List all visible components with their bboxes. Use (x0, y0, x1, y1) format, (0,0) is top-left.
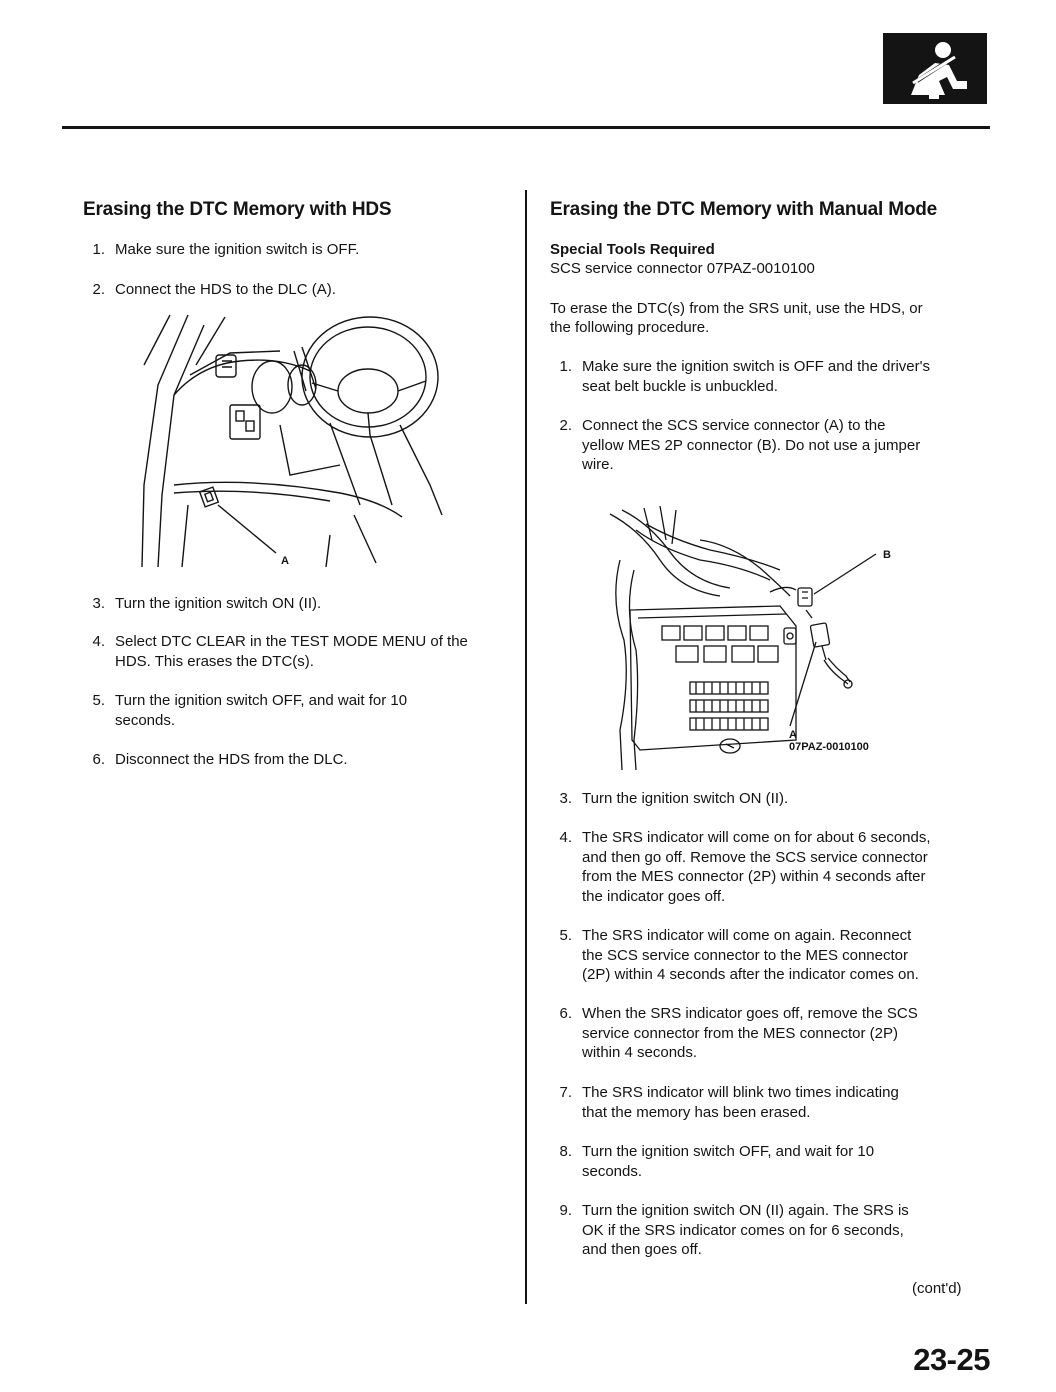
step-text: Turn the ignition switch ON (II). (115, 595, 322, 612)
step-text: the indicator goes off. (582, 887, 726, 905)
step-text: HDS. This erases the DTC(s). (115, 652, 314, 670)
step-text: that the memory has been erased. (582, 1103, 811, 1121)
step-text: within 4 seconds. (582, 1044, 698, 1061)
step-text: seconds. (582, 1162, 643, 1180)
step-number: 2. (559, 417, 572, 434)
special-tools-heading: Special Tools Required (550, 241, 715, 258)
step-text: Select DTC CLEAR in the TEST MODE MENU of the (115, 633, 468, 650)
step-text: the SCS service connector to the MES connector (582, 946, 908, 964)
intro-line-2: the following procedure. (550, 319, 710, 336)
step-text: When the SRS indicator goes off, remove the SCS (582, 1005, 918, 1022)
step-text: OK if the SRS indicator comes on for 6 seconds, (582, 1221, 904, 1239)
step-text: wire. (582, 456, 614, 473)
step-number: 2. (92, 281, 105, 298)
step-text: Turn the ignition switch ON (II) again. The SRS is (582, 1202, 909, 1219)
step-text: seat belt buckle is unbuckled. (582, 377, 778, 395)
step-number: 4. (559, 829, 572, 846)
step-text: The SRS indicator will come on for about 6 seconds, (582, 829, 931, 846)
step-text: Turn the ignition switch OFF, and wait for 10 (115, 692, 408, 709)
step-text: The SRS indicator will blink two times indicating (582, 1084, 899, 1101)
dashboard-dlc-figure (130, 305, 460, 575)
step-number: 5. (559, 927, 572, 944)
step-text: service connector from the MES connector (2P) (582, 1024, 898, 1042)
step-number: 5. (92, 692, 105, 709)
figure-part-number: 07PAZ-0010100 (789, 741, 869, 753)
intro-line-1: To erase the DTC(s) from the SRS unit, use the HDS, or (550, 300, 923, 317)
column-divider (525, 190, 527, 1304)
figure-label-a: A (789, 729, 797, 741)
step-number: 8. (559, 1143, 572, 1160)
step-number: 9. (559, 1202, 572, 1219)
step-text: Make sure the ignition switch is OFF. (115, 241, 360, 258)
step-number: 6. (92, 751, 105, 768)
seatbelt-icon (883, 33, 987, 104)
step-text: Turn the ignition switch OFF, and wait for 10 (582, 1143, 875, 1160)
figure-label-a: A (281, 555, 289, 567)
step-number: 6. (559, 1005, 572, 1022)
step-number: 3. (559, 790, 572, 807)
continued-note: (cont'd) (912, 1280, 962, 1297)
step-number: 3. (92, 595, 105, 612)
figure-label-b: B (883, 549, 891, 561)
step-text: Disconnect the HDS from the DLC. (115, 751, 348, 768)
step-text: Connect the SCS service connector (A) to the (582, 417, 886, 434)
step-text: Turn the ignition switch ON (II). (582, 790, 789, 807)
step-number: 4. (92, 633, 105, 650)
step-text: and then goes off. (582, 1241, 702, 1258)
step-text: (2P) within 4 seconds after the indicator comes on. (582, 966, 919, 983)
left-section-title: Erasing the DTC Memory with HDS (83, 199, 392, 220)
page-number: 23-25 (913, 1342, 990, 1377)
right-section-title: Erasing the DTC Memory with Manual Mode (550, 199, 938, 220)
step-number: 7. (559, 1084, 572, 1101)
step-text: The SRS indicator will come on again. Reconnect (582, 927, 912, 944)
special-tools-item: SCS service connector 07PAZ-0010100 (550, 260, 815, 277)
header-rule (62, 126, 990, 129)
step-text: seconds. (115, 711, 176, 729)
step-text: and then go off. Remove the SCS service connector (582, 848, 928, 866)
fusebox-scs-connector-figure (600, 500, 900, 780)
step-number: 1. (559, 358, 572, 375)
step-text: from the MES connector (2P) within 4 seconds after (582, 868, 926, 885)
step-text: Connect the HDS to the DLC (A). (115, 281, 336, 298)
step-text: yellow MES 2P connector (B). Do not use a jumper (582, 436, 921, 454)
step-number: 1. (92, 241, 105, 258)
step-text: Make sure the ignition switch is OFF and the driver's (582, 358, 931, 375)
